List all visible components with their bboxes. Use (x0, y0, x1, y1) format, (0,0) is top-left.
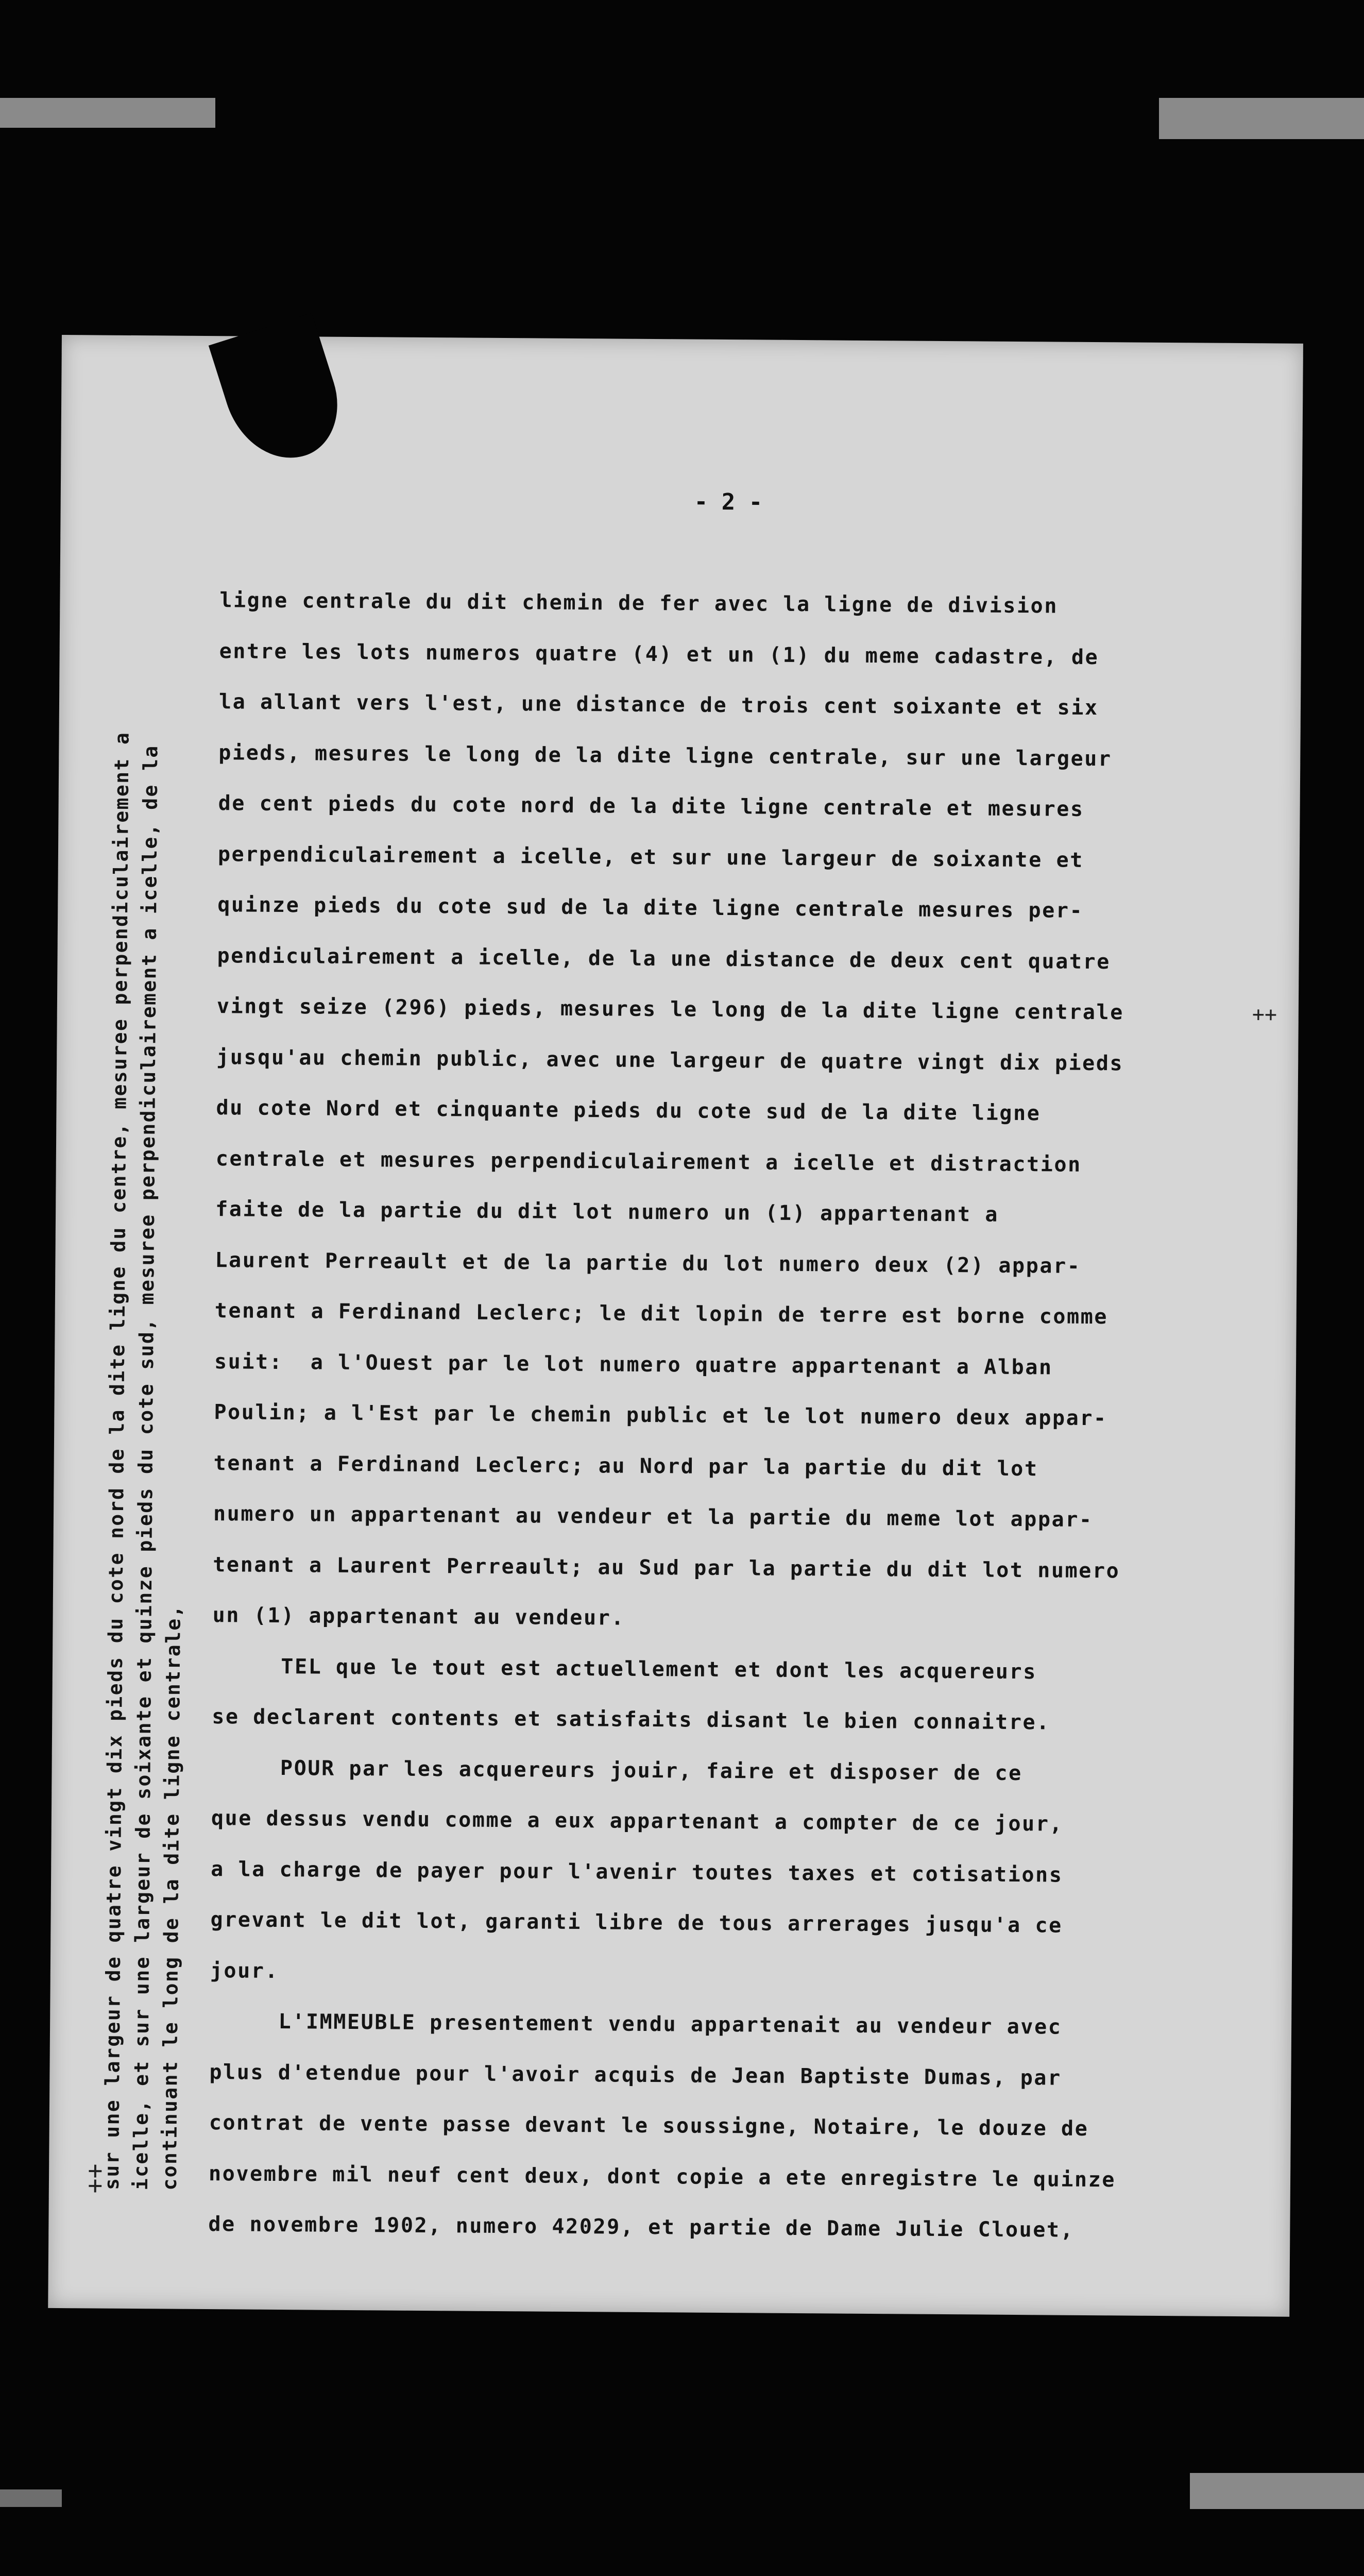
text-line: suit: a l'Ouest par le lot numero quatre appartenant a Alban (214, 1349, 1053, 1379)
text-line: Poulin; a l'Est par le chemin public et le lot numero deux appar- (214, 1400, 1107, 1431)
text-line: quinze pieds du cote sud de la dite ligne centrale mesures per- (217, 893, 1084, 923)
text-line: Laurent Perreault et de la partie du lot numero deux (2) appar- (215, 1248, 1081, 1278)
text-line: a la charge de payer pour l'avenir toutes taxes et cotisations (211, 1857, 1063, 1887)
text-line: se declarent contents et satisfaits disant le bien connaitre. (212, 1705, 1051, 1735)
margin-line: icelle, et sur une largeur de soixante et quinze pieds du cote sud, mesuree perpendiculairement a icelle, de la (129, 744, 162, 2191)
text-line: plus d'etendue pour l'avoir acquis de Jean Baptiste Dumas, par (209, 2060, 1062, 2090)
text-line: de novembre 1902, numero 42029, et partie de Dame Julie Clouet, (208, 2212, 1075, 2242)
text-line: perpendiculairement a icelle, et sur une largeur de soixante et (217, 842, 1084, 872)
insertion-mark: ++ (1252, 1003, 1277, 1027)
margin-marker: ++ (80, 2163, 110, 2194)
text-line: entre les lots numeros quatre (4) et un (1) du meme cadastre, de (219, 639, 1099, 669)
film-edge-bottom-right (1190, 2473, 1364, 2509)
body-text (208, 588, 1271, 2242)
text-line: grevant le dit lot, garanti libre de tous arrerages jusqu'a ce (210, 1908, 1063, 1938)
text-line: pieds, mesures le long de la dite ligne centrale, sur une largeur (218, 740, 1112, 771)
text-line: ligne centrale du dit chemin de fer avec la ligne de division (219, 588, 1059, 618)
film-edge-top-right (1159, 98, 1364, 139)
text-line: novembre mil neuf cent deux, dont copie a ete enregistre le quinze (208, 2161, 1116, 2192)
text-line: tenant a Ferdinand Leclerc; au Nord par la partie du dit lot (213, 1451, 1038, 1481)
text-line: jusqu'au chemin public, avec une largeur de quatre vingt dix pieds (216, 1045, 1124, 1075)
text-line: que dessus vendu comme a eux appartenant a compter de ce jour, (211, 1806, 1064, 1836)
document-page (48, 335, 1303, 2317)
page-number: - 2 - (694, 488, 763, 516)
text-line: contrat de vente passe devant le soussigne, Notaire, le douze de (209, 2111, 1089, 2141)
text-line: numero un appartenant au vendeur et la partie du meme lot appar- (213, 1502, 1093, 1532)
margin-line: continuant le long de la dite ligne centrale, (158, 1604, 185, 2191)
text-line: tenant a Laurent Perreault; au Sud par la partie du dit lot numero (213, 1552, 1120, 1583)
text-line: du cote Nord et cinquante pieds du cote sud de la dite ligne (216, 1096, 1041, 1126)
text-line: TEL que le tout est actuellement et dont les acquereurs (212, 1654, 1037, 1684)
text-line: la allant vers l'est, une distance de trois cent soixante et six (218, 690, 1099, 720)
text-line: centrale et mesures perpendiculairement a icelle et distraction (215, 1146, 1082, 1177)
text-line: jour. (210, 1958, 279, 1983)
text-line: un (1) appartenant au vendeur. (212, 1603, 625, 1630)
torn-corner (209, 313, 352, 473)
film-edge-top-left (0, 98, 215, 128)
text-line: POUR par les acquereurs jouir, faire et disposer de ce (211, 1755, 1022, 1785)
text-line: L'IMMEUBLE presentement vendu appartenait au vendeur avec (209, 2009, 1062, 2039)
film-edge-bottom-left (0, 2489, 62, 2507)
margin-line: sur une largeur de quatre vingt dix pieds du cote nord de la dite ligne du centre, mesuree perpendiculairement a (100, 731, 133, 2190)
margin-annotation (100, 541, 185, 2191)
text-line: faite de la partie du dit lot numero un (1) appartenant a (215, 1197, 999, 1227)
text-line: tenant a Ferdinand Leclerc; le dit lopin de terre est borne comme (214, 1299, 1109, 1329)
text-line: pendiculairement a icelle, de la une distance de deux cent quatre (217, 943, 1111, 974)
text-line: de cent pieds du cote nord de la dite ligne centrale et mesures (218, 791, 1084, 821)
text-line: vingt seize (296) pieds, mesures le long de la dite ligne centrale (216, 994, 1124, 1025)
